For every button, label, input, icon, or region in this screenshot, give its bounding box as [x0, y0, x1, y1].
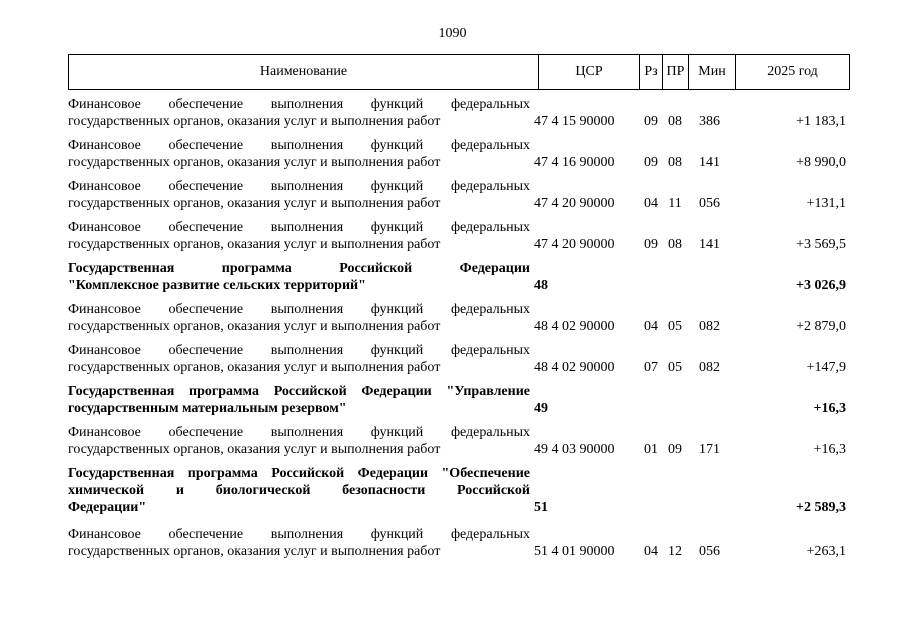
row-name — [68, 383, 530, 417]
row-pr: 05 — [668, 360, 682, 375]
header-min: Мин — [689, 55, 736, 89]
table-row — [68, 178, 850, 212]
row-name-line: Финансовое обеспечение выполнения функций федеральных — [68, 97, 530, 112]
program-row — [68, 383, 850, 417]
row-name-line: Государственная программа Российской Федерации "Управление — [68, 384, 530, 399]
row-rz: 04 — [644, 544, 658, 559]
row-name-line: государственных органов, оказания услуг и выполнения работ — [68, 319, 441, 334]
table-row — [68, 342, 850, 376]
row-amount: +3 026,9 — [796, 278, 846, 293]
row-name-line: Финансовое обеспечение выполнения функций федеральных — [68, 138, 530, 153]
row-name — [68, 342, 530, 376]
row-pr: 05 — [668, 319, 682, 334]
row-name-line: Финансовое обеспечение выполнения функций федеральных — [68, 220, 530, 235]
table-row — [68, 219, 850, 253]
row-min: 056 — [699, 544, 720, 559]
row-name — [68, 219, 530, 253]
row-name-line: государственных органов, оказания услуг и выполнения работ — [68, 442, 441, 457]
row-pr: 08 — [668, 237, 682, 252]
row-csr: 47 4 16 90000 — [534, 155, 615, 170]
row-min: 141 — [699, 237, 720, 252]
row-name-line: Финансовое обеспечение выполнения функций федеральных — [68, 179, 530, 194]
row-name-line: государственных органов, оказания услуг и выполнения работ — [68, 237, 441, 252]
row-amount: +3 569,5 — [796, 237, 846, 252]
row-csr: 51 — [534, 500, 548, 515]
row-min: 082 — [699, 360, 720, 375]
header-pr: ПР — [663, 55, 689, 89]
header-rz: Рз — [640, 55, 663, 89]
row-rz: 09 — [644, 114, 658, 129]
row-csr: 47 4 15 90000 — [534, 114, 615, 129]
row-pr: 12 — [668, 544, 682, 559]
header-year: 2025 год — [767, 64, 818, 79]
row-amount: +1 183,1 — [796, 114, 846, 129]
row-pr: 11 — [668, 196, 682, 211]
row-amount: +2 589,3 — [796, 500, 846, 515]
row-csr: 48 4 02 90000 — [534, 360, 615, 375]
row-name — [68, 137, 530, 171]
row-rz: 01 — [644, 442, 658, 457]
row-name-line: государственных органов, оказания услуг и выполнения работ — [68, 360, 441, 375]
row-name-line: государственных органов, оказания услуг и выполнения работ — [68, 114, 441, 129]
table-row — [68, 137, 850, 171]
row-min: 171 — [699, 442, 720, 457]
row-csr: 49 — [534, 401, 548, 416]
row-csr: 48 — [534, 278, 548, 293]
row-name-line: государственных органов, оказания услуг и выполнения работ — [68, 196, 441, 211]
row-name-line: химической и биологической безопасности Российской — [68, 483, 530, 498]
row-min: 386 — [699, 114, 720, 129]
row-name-line: Финансовое обеспечение выполнения функций федеральных — [68, 425, 530, 440]
row-pr: 08 — [668, 114, 682, 129]
row-amount: +8 990,0 — [796, 155, 846, 170]
row-rz: 04 — [644, 319, 658, 334]
row-name — [68, 301, 530, 335]
row-name-line: Финансовое обеспечение выполнения функций федеральных — [68, 527, 530, 542]
row-name — [68, 526, 530, 560]
row-name-line: Государственная программа Российской Федерации — [68, 261, 530, 276]
header-csr: ЦСР — [539, 55, 640, 89]
table-body — [68, 96, 850, 560]
row-rz: 07 — [644, 360, 658, 375]
table-row — [68, 424, 850, 458]
row-csr: 47 4 20 90000 — [534, 196, 615, 211]
row-name-line: государственным материальным резервом" — [68, 401, 347, 416]
row-csr: 51 4 01 90000 — [534, 544, 615, 559]
row-name-line: государственных органов, оказания услуг и выполнения работ — [68, 544, 441, 559]
row-csr: 47 4 20 90000 — [534, 237, 615, 252]
row-amount: +16,3 — [813, 401, 846, 416]
program-row — [68, 260, 850, 294]
row-name-line: Федерации" — [68, 500, 147, 515]
program-row — [68, 465, 850, 516]
row-rz: 04 — [644, 196, 658, 211]
row-rz: 09 — [644, 155, 658, 170]
row-amount: +263,1 — [806, 544, 846, 559]
row-min: 056 — [699, 196, 720, 211]
row-csr: 48 4 02 90000 — [534, 319, 615, 334]
header-name: Наименование — [69, 55, 539, 89]
table-row — [68, 301, 850, 335]
row-amount: +2 879,0 — [796, 319, 846, 334]
row-pr: 08 — [668, 155, 682, 170]
row-name — [68, 96, 530, 130]
row-amount: +131,1 — [806, 196, 846, 211]
row-name — [68, 178, 530, 212]
row-amount: +16,3 — [813, 442, 846, 457]
row-pr: 09 — [668, 442, 682, 457]
row-name — [68, 465, 530, 516]
row-name-line: государственных органов, оказания услуг и выполнения работ — [68, 155, 441, 170]
row-name-line: Финансовое обеспечение выполнения функций федеральных — [68, 302, 530, 317]
row-min: 082 — [699, 319, 720, 334]
table-row — [68, 96, 850, 130]
row-name-line: Государственная программа Российской Федерации "Обеспечение — [68, 466, 530, 481]
table-header — [68, 54, 850, 90]
row-min: 141 — [699, 155, 720, 170]
row-rz: 09 — [644, 237, 658, 252]
row-csr: 49 4 03 90000 — [534, 442, 615, 457]
page-number: 1090 — [438, 26, 467, 41]
row-name-line: "Комплексное развитие сельских территорий" — [68, 278, 366, 293]
row-name — [68, 424, 530, 458]
row-amount: +147,9 — [806, 360, 846, 375]
table-row — [68, 526, 850, 560]
row-name — [68, 260, 530, 294]
row-name-line: Финансовое обеспечение выполнения функций федеральных — [68, 343, 530, 358]
